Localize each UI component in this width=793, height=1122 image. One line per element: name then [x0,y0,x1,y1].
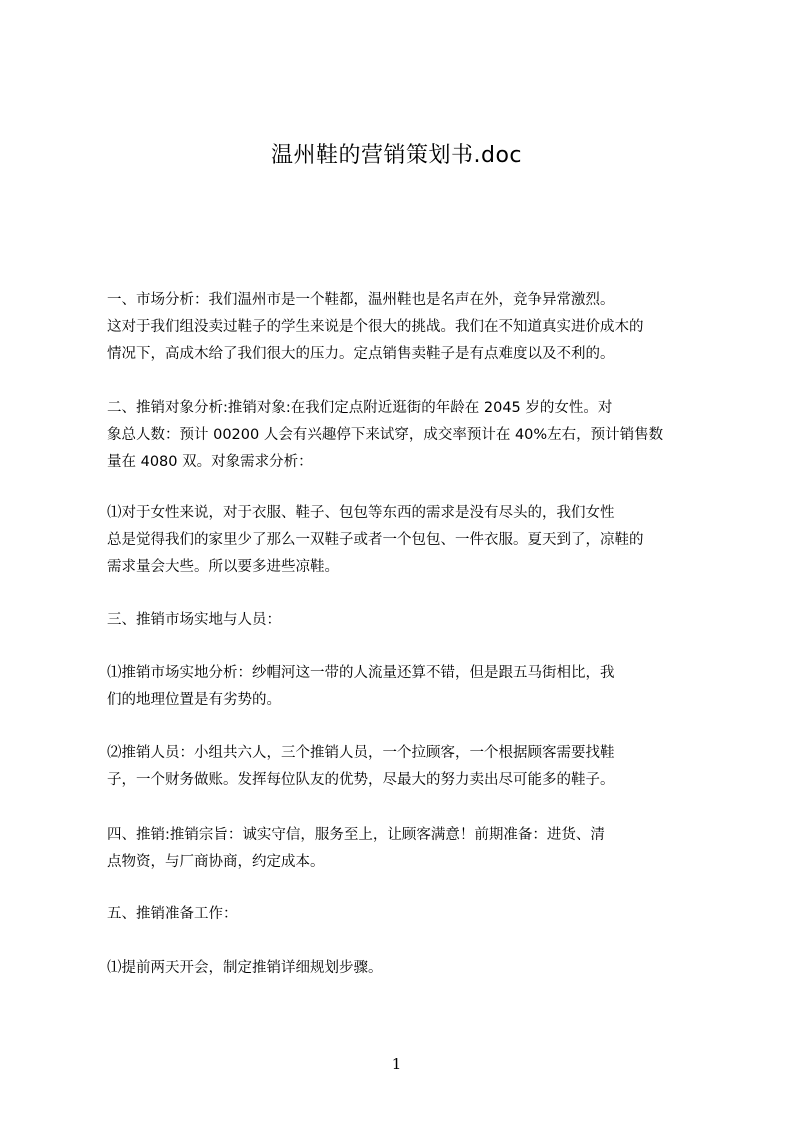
text-line: 一、市场分析：我们温州市是一个鞋都，温州鞋也是名声在外，竞争异常激烈。 [107,292,615,308]
text-line: 们的地理位置是有劣势的。 [107,692,281,708]
paragraph-target-analysis [107,395,711,476]
heading-market-personnel [107,607,711,634]
paragraph-sales-principle [107,822,711,876]
text-line: 这对于我们组没卖过鞋子的学生来说是个很大的挑战。我们在不知道真实进价成木的 [107,319,644,335]
text-line: 三、推销市场实地与人员： [107,612,281,628]
paragraph-site-analysis [107,660,711,714]
heading-preparation [107,901,711,928]
document-title: 温州鞋的营销策划书.doc [270,143,522,168]
paragraph-market-analysis [107,287,711,368]
paragraph-preparation-step [107,955,711,982]
text-line: ⑴推销市场实地分析：纱帽河这一带的人流量还算不错，但是跟五马街相比，我 [107,665,615,681]
text-line: 情况下，高成木给了我们很大的压力。定点销售卖鞋子是有点难度以及不利的。 [107,346,615,362]
page-number: 1 [391,1055,402,1073]
text-line: 点物资，与厂商协商，约定成本。 [107,854,325,870]
text-line: 需求量会大些。所以要多进些凉鞋。 [107,559,339,575]
text-line: 量在 4080 双。对象需求分析： [107,454,313,470]
text-line: ⑴提前两天开会，制定推销详细规划步骤。 [107,960,383,976]
text-line: ⑵推销人员：小组共六人，三个推销人员，一个拉顾客，一个根据顾客需要找鞋 [107,745,615,761]
text-line: 五、推销准备工作： [107,906,238,922]
text-line: 象总人数：预计 00200 人会有兴趣停下来试穿，成交率预计在 40%左右，预计销售数 [107,427,664,443]
text-line: 子，一个财务做账。发挥每位队友的优势，尽最大的努力卖出尽可能多的鞋子。 [107,772,615,788]
text-line: ⑴对于女性来说，对于衣服、鞋子、包包等东西的需求是没有尽头的，我们女性 [107,505,615,521]
paragraph-personnel [107,740,711,794]
text-line: 二、推销对象分析:推销对象:在我们定点附近逛街的年龄在 2045 岁的女性。对 [107,400,613,416]
paragraph-demand-analysis [107,500,711,581]
text-line: 四、推销:推销宗旨：诚实守信，服务至上，让顾客满意！前期准备：进货、清 [107,827,605,843]
text-line: 总是觉得我们的家里少了那么一双鞋子或者一个包包、一件衣服。夏天到了，凉鞋的 [107,532,644,548]
